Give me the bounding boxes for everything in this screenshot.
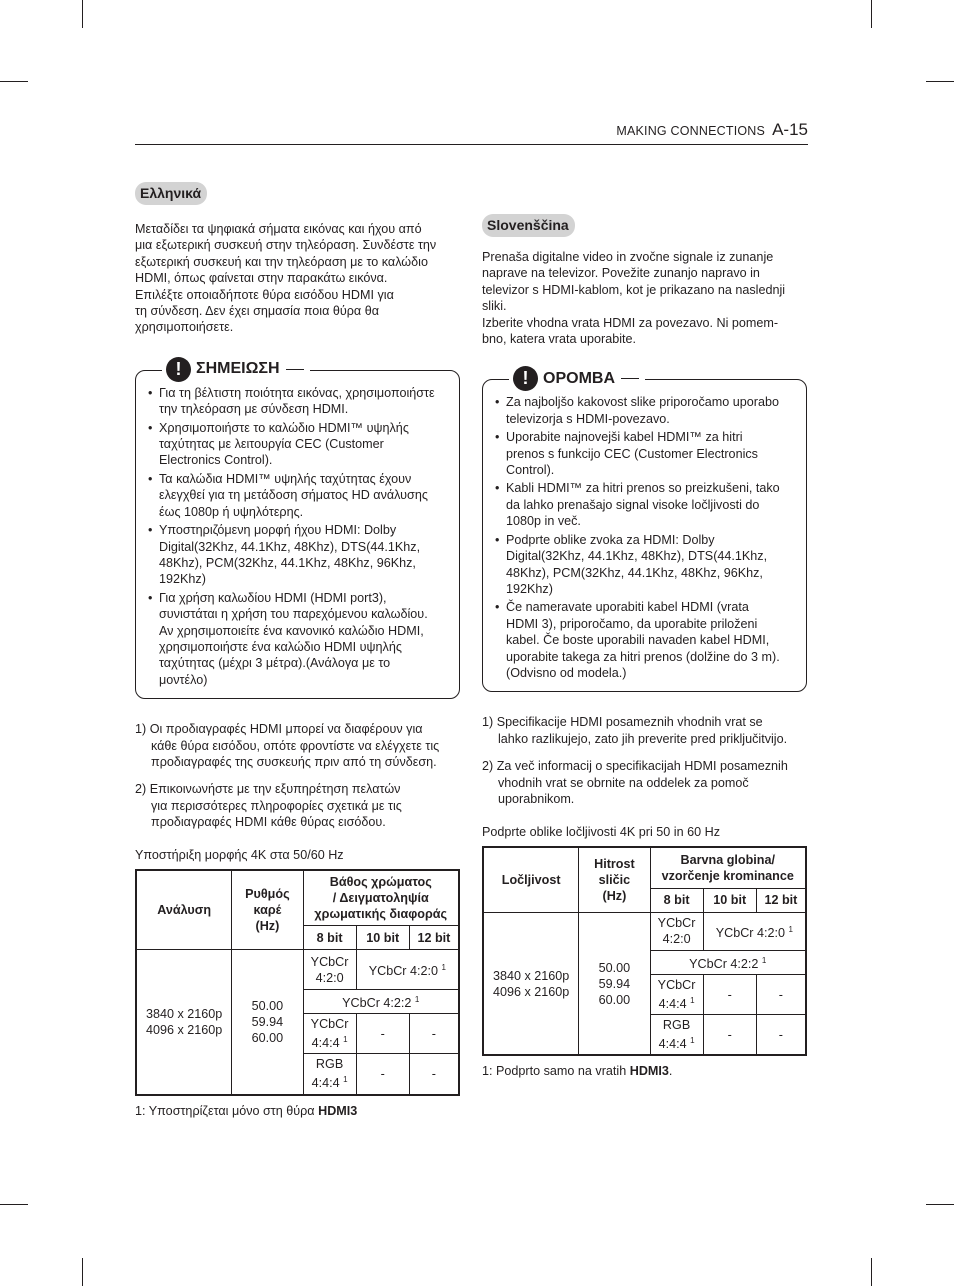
- table-cell: YCbCr 4:2:2 $^1$: [650, 950, 806, 974]
- text-line: Επιλέξτε οποιαδήποτε θύρα εισόδου HDMI για: [135, 287, 394, 302]
- table-cell: -: [703, 1015, 756, 1056]
- list-item: • Podprte oblike zvoka za HDMI: Dolby Digital(32Khz, 44.1Khz, 48Khz), DTS(44.1Khz, 48Khz), PCM(32Khz, 44.1Khz, 48Khz, 96Khz, 192Khz): [493, 532, 796, 598]
- table-header: 12 bit: [409, 926, 459, 950]
- table-cell: YCbCr 4:2:0 $^1$: [703, 912, 806, 950]
- page-header: [616, 120, 808, 140]
- format-table: [482, 846, 807, 1057]
- table-header: 10 bit: [356, 926, 409, 950]
- table-header: Barvna globina/ vzorčenje krominance: [650, 847, 806, 889]
- note-box: [482, 368, 807, 692]
- table-header: Ρυθμός καρέ (Hz): [232, 870, 303, 950]
- divider: [621, 378, 639, 379]
- text-line: Izberite vhodna vrata HDMI za povezavo. Ni pomem-: [482, 315, 779, 330]
- list-item: • Για χρήση καλωδίου HDMI (HDMI port3), συνιστάται η χρήση του παρεχόμενου καλωδίου. Αν χρησιμοποιείτε ένα κανονικό καλώδιο HDMI, χρησιμοποιήστε ένα καλώδιο HDMI υψηλής ταχύτητας (μέχρι 3 μέτρα).(Ανάλογα με το μοντέλο): [146, 590, 449, 688]
- table-header: 8 bit: [650, 888, 703, 912]
- table-header: 8 bit: [303, 926, 356, 950]
- crop-mark: [926, 1204, 954, 1205]
- text-line: χρησιμοποιήσετε.: [135, 320, 234, 335]
- table-cell: YCbCr 4:4:4 $^1$: [303, 1014, 356, 1054]
- table-cell: -: [356, 1014, 409, 1054]
- text-line: εξωτερική συσκευή και την τηλεόραση με το καλώδιο: [135, 254, 428, 269]
- table-cell: RGB 4:4:4 $^1$: [303, 1054, 356, 1095]
- exclamation-icon: !: [513, 366, 538, 391]
- table-cell: -: [409, 1054, 459, 1095]
- table-cell: YCbCr 4:2:0 $^1$: [356, 950, 459, 990]
- footnote: 1) Specifikacije HDMI posameznih vhodnih vrat se lahko razlikujejo, zato jih preverite pred priključitvijo.: [482, 715, 788, 746]
- table-cell: -: [703, 974, 756, 1014]
- language-label: Ελληνικά: [135, 182, 207, 205]
- list-item: • Για τη βέλτιστη ποιότητα εικόνας, χρησιμοποιήστε την τηλεόραση με σύνδεση HDMI.: [146, 385, 449, 418]
- slovene-column: [482, 214, 807, 1080]
- list-item: • Χρησιμοποιήστε το καλώδιο HDMI™ υψηλής ταχύτητας με λειτουργία CEC (Customer Electronics Control).: [146, 420, 449, 469]
- intro-paragraph: [482, 249, 807, 347]
- divider: [286, 369, 304, 370]
- note-title: OPOMBA: [543, 369, 615, 387]
- text-line: μια εξωτερική συσκευή στην τηλεόραση. Συνδέστε την: [135, 238, 437, 253]
- crop-mark: [926, 81, 954, 82]
- table-header: Βάθος χρώματος / Δειγματοληψία χρωματικής διαφοράς: [303, 870, 459, 926]
- list-item: • Υποστηριζόμενη μορφή ήχου HDMI: Dolby Digital(32Khz, 44.1Khz, 48Khz), DTS(44.1Khz, 48Khz), PCM(32Khz, 44.1Khz, 48Khz, 96Khz, 192Khz): [146, 522, 449, 588]
- text-line: naprave na televizor. Povežite zunanjo napravo in: [482, 266, 760, 281]
- table-cell: 50.00 59.94 60.00: [579, 912, 650, 1055]
- footnote: 1) Οι προδιαγραφές HDMI μπορεί να διαφέρουν για κάθε θύρα εισόδου, οπότε φροντίστε να ελέγχετε τις προδιαγραφές της συσκευής πριν από τη σύνδεση.: [135, 722, 440, 769]
- text-line: televizor s HDMI-kablom, kot je prikazano na naslednji: [482, 282, 786, 297]
- note-header: [509, 366, 645, 391]
- table-header: Ločljivost: [483, 847, 579, 913]
- table-cell: -: [756, 974, 806, 1014]
- text-line: sliki.: [482, 299, 507, 314]
- page-number: A-15: [772, 120, 808, 139]
- footnote: 2) Επικοινωνήστε με την εξυπηρέτηση πελατών για περισσότερες πληροφορίες σχετικά με τις προδιαγραφές HDMI κάθε θύρας εισόδου.: [135, 782, 402, 830]
- table-note: 1: Υποστηρίζεται μόνο στη θύρα HDMI3: [135, 1103, 358, 1118]
- table-cell: -: [409, 1014, 459, 1054]
- table-cell: 3840 x 2160p 4096 x 2160p: [483, 912, 579, 1055]
- table-cell: -: [756, 1015, 806, 1056]
- list-item: • Τα καλώδια HDMI™ υψηλής ταχύτητας έχουν ελεγχθεί για τη μετάδοση σήματος HD ανάλυσης έως 1080p ή υψηλότερης.: [146, 471, 449, 520]
- table-caption: Υποστήριξη μορφής 4K στα 50/60 Hz: [135, 847, 344, 862]
- table-cell: -: [356, 1054, 409, 1095]
- list-item: • Kabli HDMI™ za hitri prenos so preizkušeni, tako da lahko prenašajo signal visoke ločljivosti do 1080p in več.: [493, 480, 796, 529]
- table-cell: RGB 4:4:4 $^1$: [650, 1015, 703, 1056]
- note-list: [146, 385, 449, 688]
- note-header: [162, 357, 310, 382]
- text-line: HDMI, όπως φαίνεται στην παρακάτω εικόνα.: [135, 271, 388, 286]
- crop-mark: [871, 1258, 872, 1286]
- text-line: Μεταδίδει τα ψηφιακά σήματα εικόνας και ήχου από: [135, 222, 422, 236]
- footnote: 2) Za več informacij o specifikacijah HDMI posameznih vhodnih vrat se obrnite na oddelek za pomoč uporabnikom.: [482, 759, 788, 806]
- crop-mark: [871, 0, 872, 28]
- list-item: • Če nameravate uporabiti kabel HDMI (vrata HDMI 3), priporočamo, da uporabite priloženi kabel. Če boste uporabili navaden kabel HDMI, uporabite takega za hitri prenos (dolžine do 3 m). (Odvisno od modela.): [493, 599, 796, 681]
- table-cell: YCbCr 4:2:0: [650, 912, 703, 950]
- crop-mark: [82, 1258, 83, 1286]
- list-item: • Za najboljšo kakovost slike priporočamo uporabo televizorja s HDMI-povezavo.: [493, 394, 796, 427]
- crop-mark: [0, 1204, 28, 1205]
- exclamation-icon: !: [166, 357, 191, 382]
- format-table: [135, 869, 460, 1096]
- note-list: [493, 394, 796, 681]
- note-title: ΣΗΜΕΙΩΣΗ: [196, 360, 280, 378]
- note-box: [135, 358, 460, 699]
- section-title: MAKING CONNECTIONS: [616, 124, 766, 138]
- table-note: 1: Podprto samo na vratih HDMI3.: [482, 1064, 673, 1079]
- text-line: τη σύνδεση. Δεν έχει σημασία ποια θύρα θα: [135, 304, 379, 319]
- table-header: Hitrost sličic (Hz): [579, 847, 650, 913]
- table-cell: YCbCr 4:4:4 $^1$: [650, 974, 703, 1014]
- greek-column: [135, 182, 460, 1119]
- table-cell: YCbCr 4:2:0: [303, 950, 356, 990]
- list-item: • Uporabite najnovejši kabel HDMI™ za hitri prenos s funkcijo CEC (Customer Electronics Control).: [493, 429, 796, 478]
- text-line: Prenaša digitalne video in zvočne signale iz zunanje: [482, 250, 774, 264]
- crop-mark: [0, 81, 28, 82]
- table-cell: 50.00 59.94 60.00: [232, 950, 303, 1095]
- text-line: bno, katera vrata uporabite.: [482, 332, 637, 347]
- table-cell: 3840 x 2160p 4096 x 2160p: [136, 950, 232, 1095]
- header-rule: [135, 144, 808, 145]
- table-cell: YCbCr 4:2:2 $^1$: [303, 990, 459, 1014]
- table-caption: Podprte oblike ločljivosti 4K pri 50 in 60 Hz: [482, 825, 721, 840]
- intro-paragraph: [135, 221, 460, 336]
- language-label: Slovenščina: [482, 214, 575, 237]
- table-header: 12 bit: [756, 888, 806, 912]
- crop-mark: [82, 0, 83, 28]
- table-header: 10 bit: [703, 888, 756, 912]
- table-header: Ανάλυση: [136, 870, 232, 950]
